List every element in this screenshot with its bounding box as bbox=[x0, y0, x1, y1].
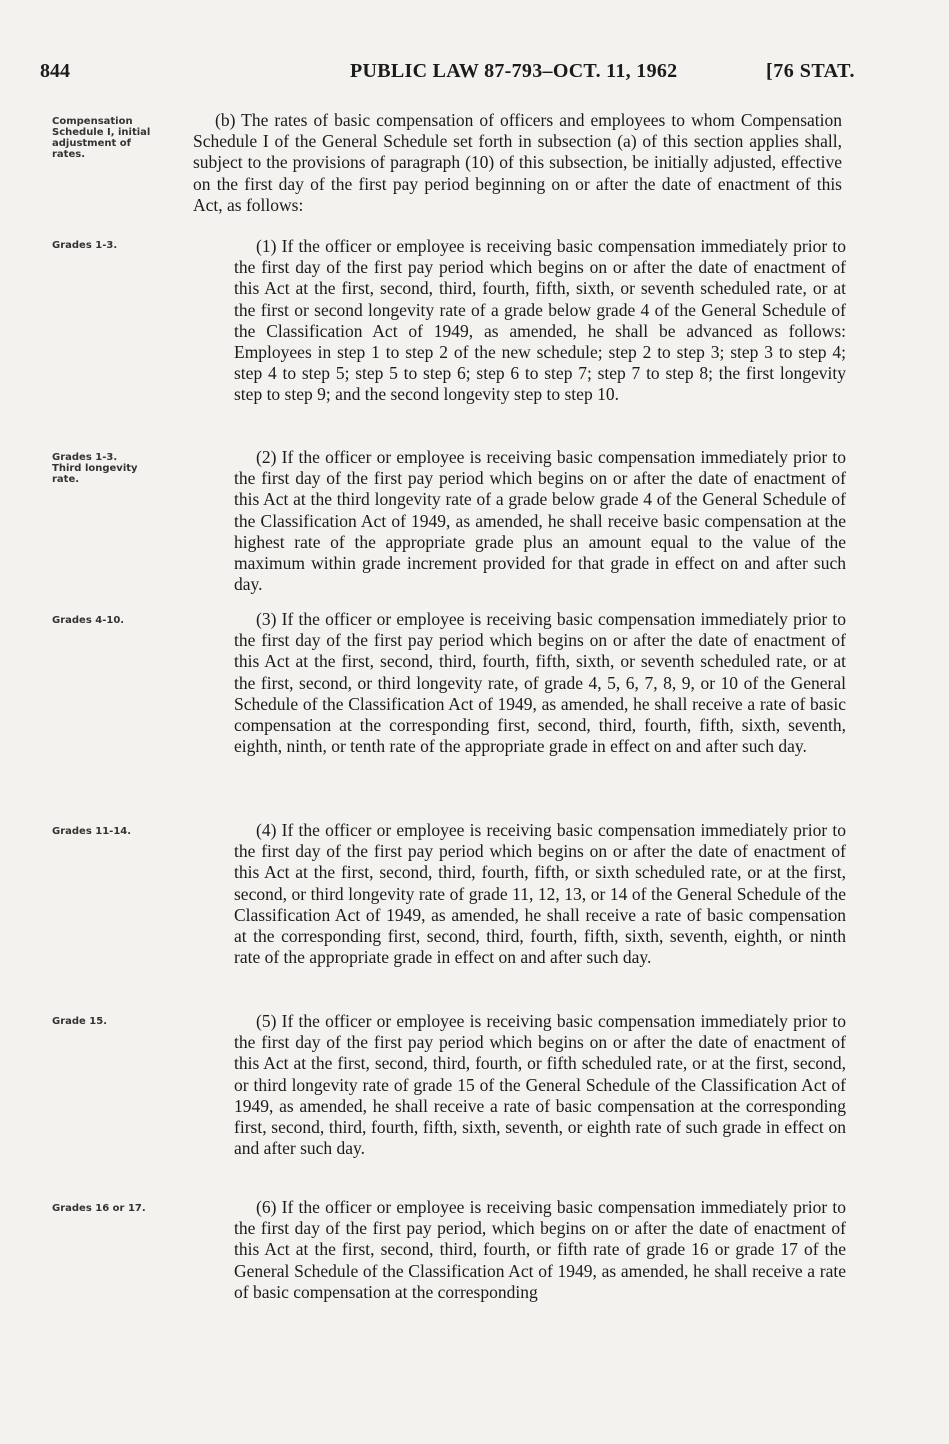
paragraph-5: (5) If the officer or employee is receiving basic compensation immediately prior to the first day of the first pay period which begins on or after the date of enactment of this Act at the first, second, third, fourth, or fifth scheduled rate, or at the first, second, or third longevity rate of grade 15 of the General Schedule of the Classification Act of 1949, as amended, he shall receive a rate of basic compensation at the corresponding first, second, third, fourth, fifth, sixth, seventh, or eighth rate of such grade in effect on and after such day. bbox=[234, 1011, 846, 1159]
margin-note-compensation-schedule bbox=[52, 116, 180, 160]
margin-note-grades-16-17 bbox=[52, 1203, 180, 1214]
margin-note-line: Grades 1-3. bbox=[52, 452, 118, 463]
margin-note-line: Grades 16 or 17. bbox=[52, 1203, 146, 1214]
margin-note-grades-4-10 bbox=[52, 615, 180, 626]
paragraph-2: (2) If the officer or employee is receiving basic compensation immediately prior to the first day of the first pay period which begins on or after the date of enactment of this Act at the third longevity rate of a grade below grade 4 of the General Schedule of the Classification Act of 1949, as amended, he shall receive basic compensation at the highest rate of the appropriate grade plus an amount equal to the value of the maximum within grade increment provided for that grade in effect on and after such day. bbox=[234, 447, 846, 595]
margin-note-line: rates. bbox=[52, 149, 85, 160]
margin-note-grades-1-3-third-longevity bbox=[52, 452, 180, 485]
running-title: PUBLIC LAW 87-793–OCT. 11, 1962 bbox=[350, 60, 678, 82]
page-header bbox=[40, 60, 855, 90]
paragraph-b: (b) The rates of basic compensation of officers and employees to whom Compensation Schedule I of the General Schedule set forth in subsection (a) of this section applies shall, subject to the provisions of paragraph (10) of this subsection, be initially adjusted, effective on the first day of the first pay period beginning on or after the date of enactment of this Act, as follows: bbox=[193, 110, 842, 215]
margin-note-line: Schedule I, initial bbox=[52, 127, 151, 138]
paragraph-4: (4) If the officer or employee is receiving basic compensation immediately prior to the first day of the first pay period which begins on or after the date of enactment of this Act at the first, second, third, fourth, fifth, or sixth scheduled rate, or at the first, second, or third longevity rate of grade 11, 12, 13, or 14 of the General Schedule of the Classification Act of 1949, as amended, he shall receive a rate of basic compensation at the corresponding first, second, third, fourth, fifth, sixth, seventh, eighth, or ninth rate of the appropriate grade in effect on and after such day. bbox=[234, 820, 846, 968]
page-number: 844 bbox=[40, 60, 70, 82]
paragraph-6: (6) If the officer or employee is receiving basic compensation immediately prior to the first day of the first pay period, which begins on or after the date of enactment of this Act at the first, second, third, fourth, or fifth rate of grade 16 or grade 17 of the General Schedule of the Classification Act of 1949, as amended, he shall receive a rate of basic compensation at the corresponding bbox=[234, 1197, 846, 1302]
margin-note-grades-11-14 bbox=[52, 826, 180, 837]
margin-note-grade-15 bbox=[52, 1016, 180, 1027]
margin-note-line: Grades 11-14. bbox=[52, 826, 132, 837]
margin-note-line: adjustment of bbox=[52, 138, 131, 149]
margin-note-line: Grade 15. bbox=[52, 1016, 108, 1027]
statute-citation: [76 STAT. bbox=[766, 60, 855, 82]
margin-note-grades-1-3 bbox=[52, 240, 180, 251]
paragraph-3: (3) If the officer or employee is receiving basic compensation immediately prior to the first day of the first pay period which begins on or after the date of enactment of this Act at the first, second, third, fourth, fifth, sixth, or seventh scheduled rate, or at the first, second, or third longevity rate, of grade 4, 5, 6, 7, 8, 9, or 10 of the General Schedule of the Classification Act of 1949, as amended, he shall receive a rate of basic compensation at the corresponding first, second, third, fourth, fifth, sixth, seventh, eighth, ninth, or tenth rate of the appropriate grade in effect on and after such day. bbox=[234, 609, 846, 757]
margin-note-line: Compensation bbox=[52, 116, 133, 127]
margin-note-line: Third longevity bbox=[52, 463, 138, 474]
margin-note-line: Grades 4-10. bbox=[52, 615, 125, 626]
margin-note-line: Grades 1-3. bbox=[52, 240, 118, 251]
paragraph-1: (1) If the officer or employee is receiving basic compensation immediately prior to the first day of the first pay period which begins on or after the date of enactment of this Act at the first, second, third, fourth, fifth, sixth, or seventh scheduled rate, or at the first or second longevity rate of a grade below grade 4 of the General Schedule of the Classification Act of 1949, as amended, he shall be advanced as follows: Employees in step 1 to step 2 of the new schedule; step 2 to step 3; step 3 to step 4; step 4 to step 5; step 5 to step 6; step 6 to step 7; step 7 to step 8; the first longevity step to step 9; and the second longevity step to step 10. bbox=[234, 236, 846, 405]
margin-note-line: rate. bbox=[52, 474, 80, 485]
